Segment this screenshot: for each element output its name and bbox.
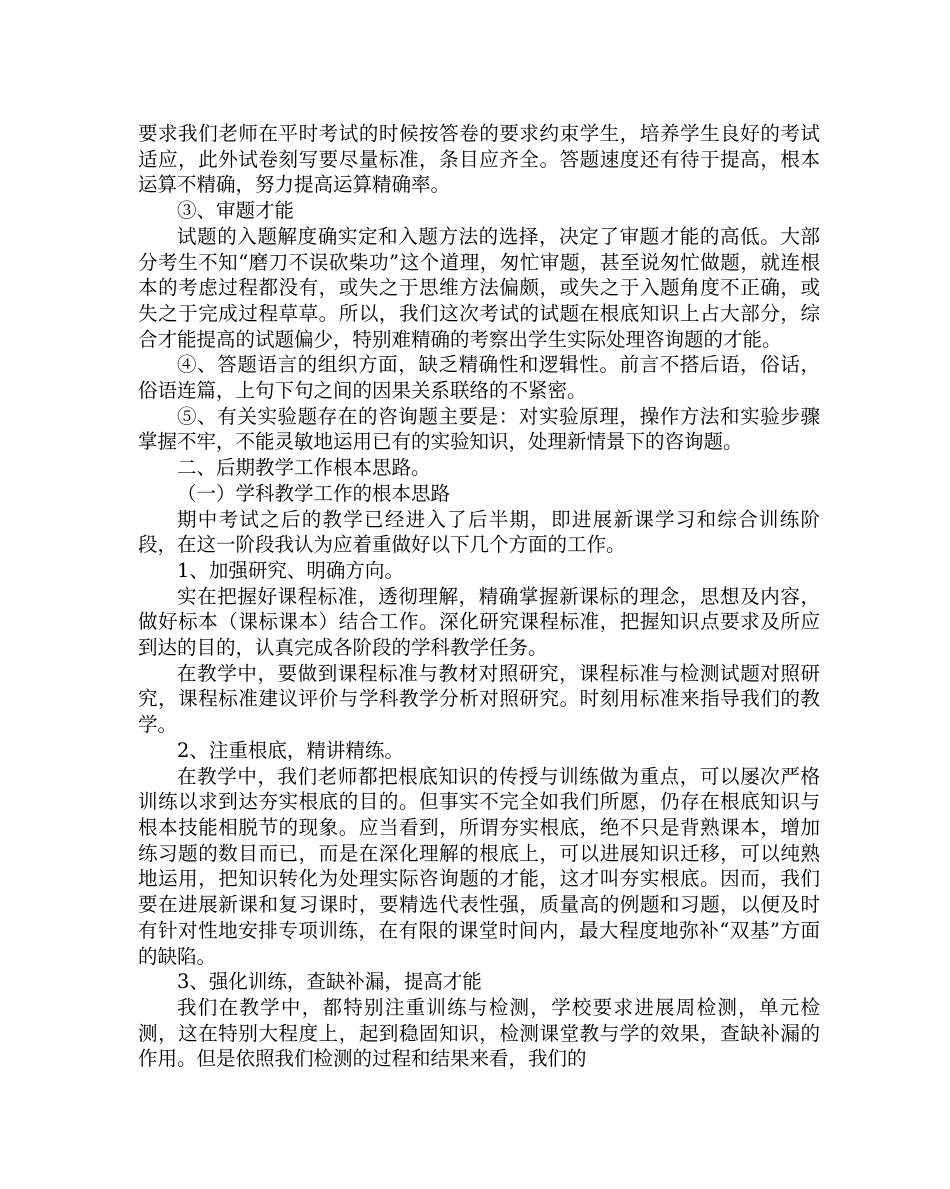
item-heading-1: 1、加强研究、明确方向。 [177, 558, 404, 582]
paragraph-later-teaching: 期中考试之后的教学已经进入了后半期，即进展新课学习和综合训练阶段，在这一阶段我认为应着重做好以下几个方面的工作。 [138, 507, 820, 557]
heading-review-ability: ③、审题才能 [177, 199, 295, 223]
document-body [138, 121, 820, 1072]
item-heading-3: 3、强化训练，查缺补漏，提高才能 [177, 970, 482, 994]
paragraph-comparison-research: 在教学中，要做到课程标准与教材对照研究，课程标准与检测试题对照研究，课程标准建议评价与学科教学分析对照研究。时刻用标准来指导我们的教学。 [138, 661, 820, 737]
paragraph-curriculum-standards: 实在把握好课程标准，透彻理解，精确掌握新课标的理念，思想及内容，做好标本（课标课本）结合工作。深化研究课程标准，把握知识点要求及所应到达的目的，认真完成各阶段的学科教学任务。 [138, 584, 820, 660]
paragraph-foundations: 在教学中，我们老师都把根底知识的传授与训练做为重点，可以屡次严格训练以求到达夯实根底的目的。但事实不完全如我们所愿，仍存在根底知识与根本技能相脱节的现象。应当看到，所谓夯实根底，绝不只是背熟课本，增加练习题的数目而已，而是在深化理解的根底上，可以进展知识迁移，可以纯熟地运用，把知识转化为处理实际咨询题的才能，这才叫夯实根底。因而，我们要在进展新课和复习课时，要精选代表性强，质量高的例题和习题，以便及时有针对性地安排专项训练，在有限的课堂时间内，最大程度地弥补“双基”方面的缺陷。 [138, 764, 820, 968]
subsection-heading-1: （一）学科教学工作的根本思路 [177, 481, 451, 505]
paragraph-answer-language: ④、答题语言的组织方面，缺乏精确性和逻辑性。前言不搭后语，俗话，俗语连篇，上句下句之间的因果关系联络的不紧密。 [138, 353, 820, 403]
section-heading-2: 二、后期教学工作根本思路。 [177, 456, 431, 480]
paragraph-training-testing: 我们在教学中，都特别注重训练与检测，学校要求进展周检测，单元检测，这在特别大程度上，起到稳固知识，检测课堂教与学的效果，查缺补漏的作用。但是依照我们检测的过程和结果来看，我们的 [138, 995, 820, 1071]
item-heading-2: 2、注重根底，精讲精练。 [177, 738, 404, 762]
paragraph-review-ability: 试题的入题解度确实定和入题方法的选择，决定了审题才能的高低。大部分考生不知“磨刀不误砍柴功”这个道理，匆忙审题，甚至说匆忙做题，就连根本的考虑过程都没有，或失之于思维方法偏颇，或失之于入题角度不正确，或失之于完成过程草草。所以，我们这次考试的试题在根底知识上占大部分，综合才能提高的试题偏少，特别难精确的考察出学生实际处理咨询题的才能。 [138, 224, 820, 351]
paragraph-continuation: 要求我们老师在平时考试的时候按答卷的要求约束学生，培养学生良好的考试适应，此外试卷刻写要尽量标准，条目应齐全。答题速度还有待于提高，根本运算不精确，努力提高运算精确率。 [138, 122, 820, 197]
paragraph-experiment-issues: ⑤、有关实验题存在的咨询题主要是：对实验原理，操作方法和实验步骤掌握不牢，不能灵敏地运用已有的实验知识，处理新情景下的咨询题。 [138, 404, 820, 454]
